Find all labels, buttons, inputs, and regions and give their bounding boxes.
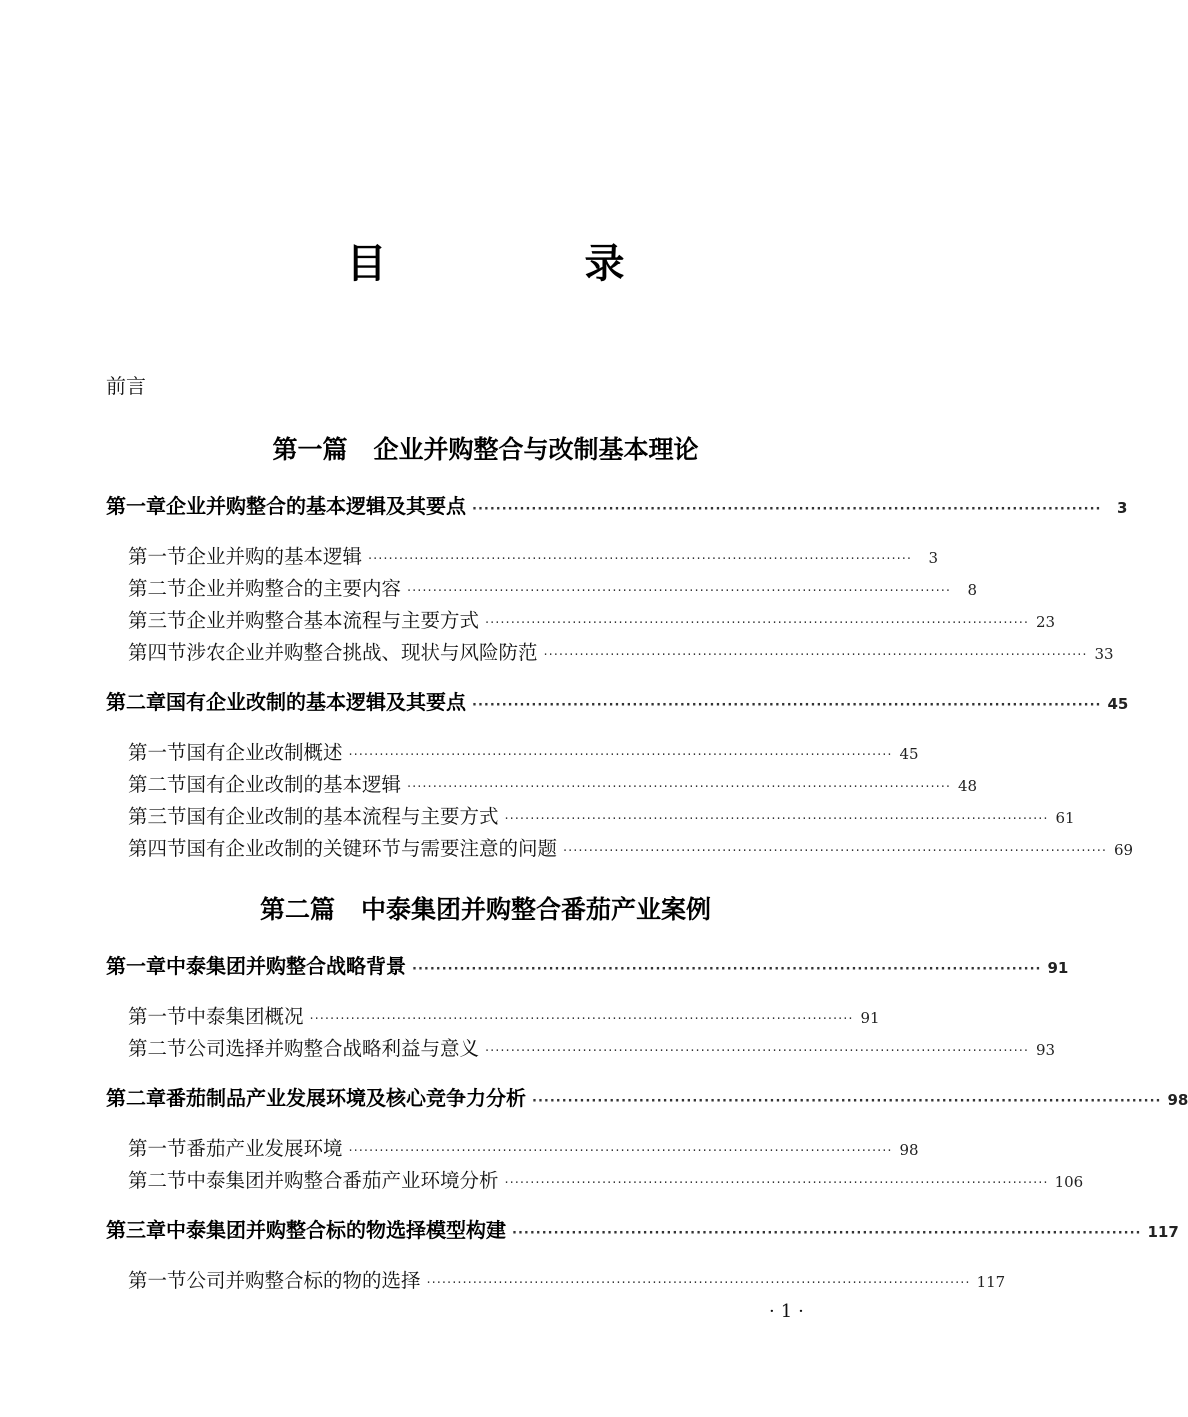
- section-title: 国有企业改制的基本逻辑: [186, 773, 402, 796]
- dot-leader: ··········································································································: [532, 1094, 1162, 1109]
- page-number: 3: [1117, 499, 1128, 517]
- section-title: 中泰集团并购整合番茄产业环境分析: [186, 1169, 499, 1192]
- chapter-title: 中泰集团并购整合标的物选择模型构建: [166, 1218, 506, 1242]
- toc-section[interactable]: [128, 1133, 919, 1161]
- page-number: 48: [957, 777, 978, 795]
- section-title: 国有企业改制概述: [186, 741, 343, 764]
- page-number: 93: [1035, 1041, 1056, 1059]
- toc-section[interactable]: [128, 637, 1114, 665]
- section-title: 企业并购整合基本流程与主要方式: [186, 609, 480, 632]
- dot-leader: ··········································································································: [407, 780, 952, 795]
- toc-section[interactable]: [128, 1033, 1056, 1061]
- chapter-title: 番茄制品产业发展环境及核心竞争力分析: [166, 1086, 526, 1110]
- toc-chapter[interactable]: [106, 950, 1069, 979]
- section-title: 番茄产业发展环境: [186, 1137, 343, 1160]
- section-number: 第二节: [128, 1037, 187, 1060]
- chapter-title: 国有企业改制的基本逻辑及其要点: [166, 690, 466, 714]
- toc-section[interactable]: [128, 1165, 1084, 1193]
- page-number: 3: [928, 549, 939, 567]
- page-number: 91: [1047, 959, 1069, 977]
- dot-leader: ··········································································································: [472, 698, 1102, 713]
- page-number: 61: [1055, 809, 1075, 827]
- chapter-number: 第二章: [106, 1086, 166, 1110]
- page-number: 91: [860, 1009, 880, 1027]
- page-number: 23: [1035, 613, 1056, 631]
- section-title: 企业并购整合的主要内容: [186, 577, 402, 600]
- section-number: 第一节: [128, 1005, 187, 1028]
- dot-leader: ··········································································································: [512, 1226, 1142, 1241]
- section-number: 第二节: [128, 577, 187, 600]
- section-number: 第三节: [128, 609, 187, 632]
- section-title: 涉农企业并购整合挑战、现状与风险防范: [186, 641, 538, 664]
- page-number: 106: [1054, 1173, 1084, 1191]
- page-number: 117: [1147, 1223, 1179, 1241]
- toc-chapter[interactable]: [106, 490, 1128, 519]
- toc-chapter[interactable]: [106, 1214, 1179, 1243]
- toc-section[interactable]: [128, 605, 1056, 633]
- dot-leader: ··········································································································: [504, 812, 1049, 827]
- part-heading-2: [0, 890, 971, 926]
- dot-leader: ··········································································································: [543, 648, 1088, 663]
- dot-leader: ··········································································································: [368, 552, 913, 567]
- dot-leader: ··········································································································: [504, 1176, 1049, 1191]
- toc-section[interactable]: [128, 1265, 1006, 1293]
- toc-chapter[interactable]: [106, 686, 1129, 715]
- chapter-number: 第二章: [106, 690, 166, 714]
- toc-chapter[interactable]: [106, 1082, 1188, 1111]
- chapter-number: 第一章: [106, 954, 166, 978]
- page-number: 98: [1167, 1091, 1188, 1109]
- chapter-number: 第三章: [106, 1218, 166, 1242]
- toc-section[interactable]: [128, 769, 978, 797]
- part-number: 第二篇: [259, 895, 335, 924]
- page-number: 117: [976, 1273, 1006, 1291]
- dot-leader: ··········································································································: [485, 1044, 1030, 1059]
- dot-leader: ··········································································································: [309, 1012, 854, 1027]
- chapter-title: 企业并购整合的基本逻辑及其要点: [166, 494, 466, 518]
- part-number: 第一篇: [272, 435, 348, 464]
- section-number: 第一节: [128, 741, 187, 764]
- toc-section[interactable]: [128, 801, 1075, 829]
- section-number: 第四节: [128, 641, 187, 664]
- section-title: 国有企业改制的基本流程与主要方式: [186, 805, 499, 828]
- toc-entry-preface[interactable]: 前言: [106, 374, 146, 398]
- part-title: 企业并购整合与改制基本理论: [373, 435, 699, 464]
- page-number: 33: [1094, 645, 1114, 663]
- section-number: 第三节: [128, 805, 187, 828]
- page-number: 69: [1113, 841, 1134, 859]
- section-number: 第一节: [128, 1269, 187, 1292]
- dot-leader: ··········································································································: [348, 748, 893, 763]
- section-number: 第一节: [128, 545, 187, 568]
- section-title: 公司并购整合标的物的选择: [186, 1269, 421, 1292]
- toc-section[interactable]: [128, 541, 939, 569]
- chapter-title: 中泰集团并购整合战略背景: [166, 954, 406, 978]
- part-heading-1: [0, 430, 971, 466]
- page-number: 45: [1107, 695, 1129, 713]
- toc-section[interactable]: [128, 737, 919, 765]
- section-title: 国有企业改制的关键环节与需要注意的问题: [186, 837, 558, 860]
- section-title: 企业并购的基本逻辑: [186, 545, 363, 568]
- dot-leader: ··········································································································: [426, 1276, 971, 1291]
- section-number: 第二节: [128, 773, 187, 796]
- section-number: 第二节: [128, 1169, 187, 1192]
- toc-section[interactable]: [128, 1001, 880, 1029]
- toc-section[interactable]: [128, 573, 978, 601]
- chapter-number: 第一章: [106, 494, 166, 518]
- dot-leader: ··········································································································: [407, 584, 952, 599]
- dot-leader: ··········································································································: [472, 502, 1102, 517]
- page-number: 8: [967, 581, 978, 599]
- folio-page-number: ·1·: [769, 1301, 810, 1322]
- dot-leader: ··········································································································: [563, 844, 1108, 859]
- toc-section[interactable]: [128, 833, 1134, 861]
- part-title: 中泰集团并购整合番茄产业案例: [361, 895, 712, 924]
- dot-leader: ··········································································································: [485, 616, 1030, 631]
- page-number: 98: [899, 1141, 919, 1159]
- section-title: 中泰集团概况: [186, 1005, 304, 1028]
- page-title: 目 录: [346, 241, 717, 287]
- section-number: 第四节: [128, 837, 187, 860]
- dot-leader: ··········································································································: [348, 1144, 893, 1159]
- dot-leader: ··········································································································: [412, 962, 1042, 977]
- page-number: 45: [899, 745, 919, 763]
- section-number: 第一节: [128, 1137, 187, 1160]
- section-title: 公司选择并购整合战略利益与意义: [186, 1037, 480, 1060]
